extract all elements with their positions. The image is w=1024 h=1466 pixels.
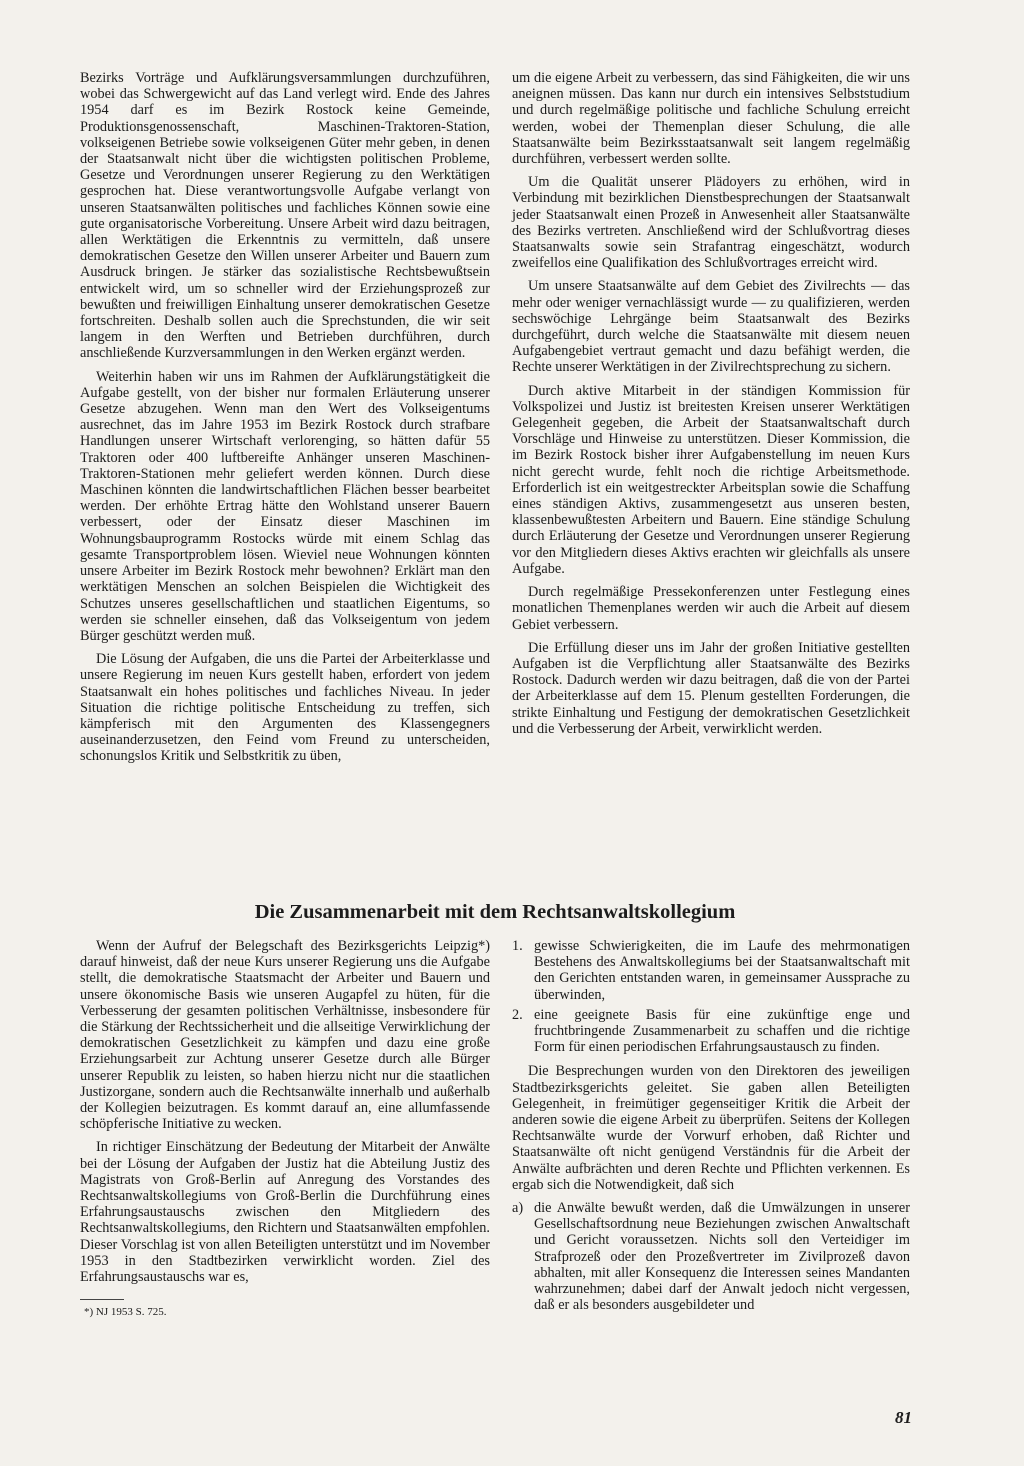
list-marker: 2. xyxy=(512,1006,523,1023)
column-bottom-right xyxy=(512,938,910,1317)
paragraph: Durch regelmäßige Pressekonferenzen unter Festlegung eines monatlichen Themenplanes werden wir auch die Arbeit auf diesem Gebiet verbessern. xyxy=(512,584,910,633)
paragraph: Die Erfüllung dieser uns im Jahr der großen Initiative gestellten Aufgaben ist die Verpflichtung aller Staatsanwälte des Bezirks Rostock. Dadurch werden wir dazu beitragen, daß die von der Partei der Arbeiterklasse auf dem 15. Plenum gestellten Forderungen, die strikte Einhaltung und Festigung der demokratischen Gesetzlichkeit und die Verbesserung der Arbeit, verwirklicht werden. xyxy=(512,639,910,737)
list-marker: 1. xyxy=(512,938,523,954)
footnote: *) NJ 1953 S. 725. xyxy=(84,1306,167,1319)
paragraph: um die eigene Arbeit zu verbessern, das sind Fähigkeiten, die wir uns aneignen müssen. Das kann nur durch ein intensives Selbststudium und durch regelmäßige politische und fachliche Schulung erreicht werden, wobei der Themenplan dieser Schulung, die alle Staatsanwälte beim Bezirksstaatsanwalt seit langem regelmäßig durchführen, verbessert werden sollte. xyxy=(512,70,910,168)
list-item xyxy=(512,1200,910,1313)
page-number: 81 xyxy=(895,1408,912,1427)
paragraph: Um die Qualität unserer Plädoyers zu erhöhen, wird in Verbindung mit bezirklichen Dienstbesprechungen der Staatsanwalt jeder Staatsanwalt einen Prozeß in Anwesenheit aller Staatsanwälte des Bezirks vertreten. Anschließend wird der Schlußvortrag dieses Staatsanwalts sowie sein Strafantrag eingeschätzt, wodurch zweifellos eine Qualifikation des Schlußvortrages erreicht wird. xyxy=(512,174,910,272)
section-heading: Die Zusammenarbeit mit dem Rechtsanwaltskollegium xyxy=(254,901,736,923)
list-item xyxy=(512,1007,910,1056)
paragraph: Weiterhin haben wir uns im Rahmen der Aufklärungstätigkeit die Aufgabe gestellt, von der bisher nur formalen Erläuterung unserer Gesetze abzugehen. Wenn man den Wert des Volkseigentums ausrechnet, das im Jahre 1953 im Bezirk Rostock durch strafbare Handlungen unserer Wirtschaft verlorenging, so hätten dafür 55 Traktoren oder 400 luftbereifte Anhänger unseren Maschinen-Traktoren-Stationen mehr geliefert werden können. Durch diese Maschinen könnten die landwirtschaftlichen Flächen besser bearbeitet werden. Der erhöhte Ertrag hätte den Wohlstand unserer Bauern verbessert, oder der Einsatz dieser Maschinen im Wohnungsbauprogramm Rostocks würde mit einem Schlag das gesamte Transportproblem lösen. Wieviel neue Wohnungen könnten unsere Arbeiter im Bezirk Rostock mehr bewohnen? Erklärt man den werktätigen Menschen an solchen Beispielen die Wichtigkeit des Schutzes unseres gesellschaftlichen und staatlichen Eigentums, so werden sie schneller einsehen, daß das Volkseigentum von jedem Bürger geschützt werden muß. xyxy=(80,368,490,644)
list-marker: a) xyxy=(512,1200,524,1217)
list-item-text: die Anwälte bewußt werden, daß die Umwälzungen in unserer Gesellschaftsordnung neue Beziehungen zwischen Anwaltschaft und Gericht voraussetzen. Nichts soll den Verteidiger im Strafprozeß oder den Prozeßvertreter im Zivilprozeß davon abhalten, mit aller Konsequenz die Interessen seines Mandanten wahrzunehmen; dabei darf der Anwalt jedoch nicht vergessen, daß er als besonders ausgebildeter und xyxy=(534,1200,910,1314)
paragraph: Die Besprechungen wurden von den Direktoren des jeweiligen Stadtbezirksgerichts geleitet. Sie gaben allen Beteiligten Gelegenheit, in freimütiger gegenseitiger Kritik die Arbeit der anderen sowie die eigene Arbeit zu überprüfen. Seitens der Kollegen Rechtsanwälte wurde der Vorwurf erhoben, daß Richter und Staatsanwälte oft nicht genügend Verständnis für die Arbeit der Anwälte aufbrächten und deren Rechte und Pflichten verkennen. Es ergab sich die Notwendigkeit, daß sich xyxy=(512,1063,910,1193)
column-top-right xyxy=(512,70,910,744)
list-item-text: gewisse Schwierigkeiten, die im Laufe des mehrmonatigen Bestehens des Anwaltskollegiums bei der Staatsanwaltschaft mit den Gerichten entstanden waren, in gemeinsamer Aussprache zu überwinden, xyxy=(534,938,910,1003)
column-top-left xyxy=(80,70,490,772)
paragraph: Bezirks Vorträge und Aufklärungsversammlungen durchzuführen, wobei das Schwergewicht auf das Land verlegt wird. Ende des Jahres 1954 darf es im Bezirk Rostock keine Gemeinde, Produktionsgenossenschaft, Maschinen-Traktoren-Station, volkseigenen Betriebe sowie volkseigenen Güter mehr geben, in denen der Staatsanwalt nicht über die wichtigsten politischen Probleme, Gesetze und Verordnungen unserer Regierung zu den Werktätigen gesprochen hat. Diese verantwortungsvolle Aufgabe verlangt von unseren Staatsanwälten politisches und fachliches Können sowie eine gute organisatorische Vorbereitung. Unsere Arbeit wird dazu beitragen, allen Werktätigen die Erkenntnis zu vermitteln, daß unsere demokratischen Gesetze den Willen unserer Arbeiter und Bauern zum Ausdruck bringen. Je stärker das sozialistische Rechtsbewußtsein entwickelt wird, um so schneller wird der Erziehungsprozeß zur bewußten und freiwilligen Einhaltung unserer demokratischen Gesetze fortschreiten. Deshalb sollen auch die Sprechstunden, die wir seit langem in den Werften und Betrieben durchführen, durch anschließende Kurzversammlungen in den Werken ergänzt werden. xyxy=(80,70,490,362)
list-item xyxy=(512,938,910,1003)
paragraph: Die Lösung der Aufgaben, die uns die Partei der Arbeiterklasse und unsere Regierung im neuen Kurs gestellt haben, erfordert von jedem Staatsanwalt ein hohes politisches und fachliches Niveau. In jeder Situation die richtige politische Entscheidung zu treffen, sich kämpferisch mit den Argumenten des Klassengegners auseinanderzusetzen, den Feind vom Freund zu unterscheiden, schonungslos Kritik und Selbstkritik zu üben, xyxy=(80,651,490,765)
list-item-text: eine geeignete Basis für eine zukünftige enge und fruchtbringende Zusammenarbeit zu schaffen und die richtige Form für einen periodischen Erfahrungsaustausch zu finden. xyxy=(534,1006,910,1056)
paragraph: Durch aktive Mitarbeit in der ständigen Kommission für Volkspolizei und Justiz ist breitesten Kreisen unserer Werktätigen Gelegenheit gegeben, die Arbeit der Staatsanwaltschaft durch Vorschläge und Hinweise zu unterstützen. Dieser Kommission, die im Bezirk Rostock bisher ihrer Aufgabenstellung im neuen Kurs nicht gerecht wurde, fehlt noch die richtige Arbeitsmethode. Erforderlich ist ein weitgestreckter Arbeitsplan sowie die Schaffung eines ständigen Aktivs, zusammengesetzt aus unseren besten, klassenbewußtesten Arbeitern und Bauern. Eine ständige Schulung durch Erläuterung der Gesetze und Verordnungen unserer Regierung vor den Mitgliedern dieses Aktivs erachten wir gleichfalls als unsere Aufgabe. xyxy=(512,382,910,577)
paragraph: Um unsere Staatsanwälte auf dem Gebiet des Zivilrechts — das mehr oder weniger vernachlässigt wurde — zu qualifizieren, werden sechswöchige Lehrgänge beim Staatsanwalt des Bezirks durchgeführt, durch welche die Staatsanwälte mit diesem neuen Aufgabengebiet vertraut gemacht und dazu befähigt werden, die Rechte unserer Werktätigen in der Zivilrechtsprechung zu sichern. xyxy=(512,278,910,376)
paragraph: In richtiger Einschätzung der Bedeutung der Mitarbeit der Anwälte bei der Lösung der Aufgaben der Justiz hat die Abteilung Justiz des Magistrats von Groß-Berlin auf Anregung des Vorstandes des Rechtsanwaltskollegiums von Groß-Berlin die Durchführung eines Erfahrungsaustauschs zwischen den Mitgliedern des Rechtsanwaltskollegiums, den Richtern und Staatsanwälten empfohlen. Dieser Vorschlag ist von allen Beteiligten unterstützt und im November 1953 in den Stadtbezirken verwirklicht worden. Ziel des Erfahrungsaustauschs war es, xyxy=(80,1139,490,1286)
paragraph: Wenn der Aufruf der Belegschaft des Bezirksgerichts Leipzig*) darauf hinweist, daß der neue Kurs unserer Regierung uns die Aufgabe stellt, die demokratische Staatsmacht der Arbeiter und Bauern und unsere ökonomische Basis wie unseren Augapfel zu hüten, für die Verbesserung der gesamten politischen Verhältnisse, insbesondere für die Stärkung der Rechtssicherheit und die allseitige Verwirklichung der demokratischen Gesetzlichkeit zu kämpfen und dazu eine große Erziehungsarbeit zur Achtung unserer Gesetze durch alle Bürger unserer Republik zu leisten, so haben hierzu nicht nur die staatlichen Justizorgane, sondern auch die Rechtsanwälte innerhalb und außerhalb der Kollegien beizutragen. Es kommt darauf an, eine allumfassende schöpferische Initiative zu wecken. xyxy=(80,938,490,1133)
column-bottom-left xyxy=(80,938,490,1319)
footnote-divider xyxy=(80,1299,124,1300)
